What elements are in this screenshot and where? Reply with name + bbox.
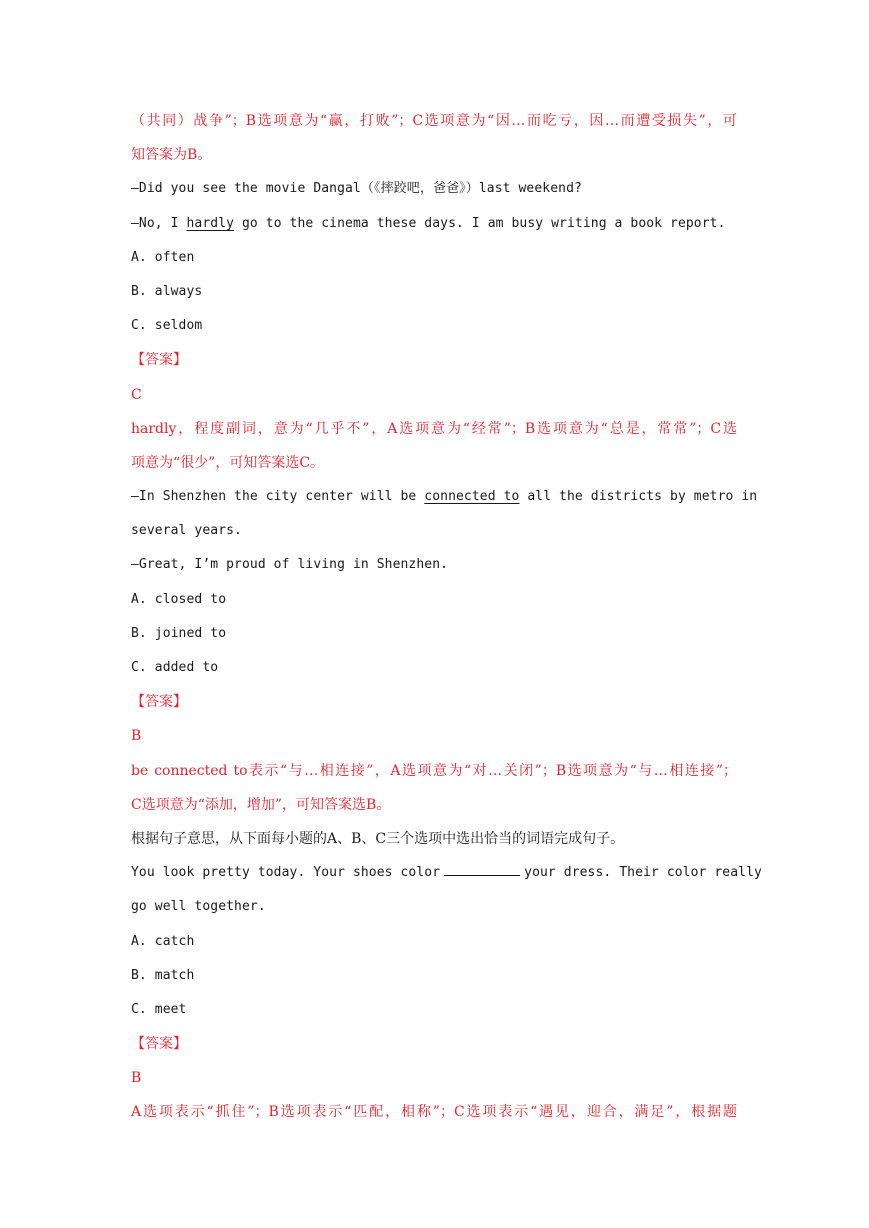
explanation-text: C选项意为“添加，增加”，可知答案选B。 — [131, 796, 391, 813]
answer-value: B — [131, 728, 142, 745]
explanation-text: hardly，程度副词，意为“几乎不”，A选项意为“经常”；B选项意为“总是，常常”；C选 — [131, 420, 737, 437]
question-text-part: your dress. Their color really — [524, 865, 762, 881]
question-text: —Great, I’m proud of living in Shenzhen. — [131, 557, 449, 573]
explanation-text: A选项表示“抓住”；B选项表示“匹配，相称”；C选项表示“遇见，迎合，满足”，根据题 — [131, 1104, 737, 1121]
section-instruction: 根据句子意思，从下面每小题的A、B、C三个选项中选出恰当的词语完成句子。 — [131, 830, 625, 847]
answer-tag: 【答案】 — [131, 694, 187, 711]
question-text-part: You look pretty today. Your shoes color — [131, 865, 441, 881]
option-b: B. always — [131, 283, 203, 299]
answer-value: C — [131, 386, 142, 403]
document-page — [131, 104, 762, 1130]
question-text: —Did you see the movie Dangal（《摔跤吧，爸爸》）last weekend? — [131, 181, 582, 197]
option-a: A. catch — [131, 933, 195, 949]
option-b: B. joined to — [131, 625, 227, 641]
question-text: go well together. — [131, 899, 266, 915]
underlined-word: hardly — [186, 215, 235, 231]
explanation-text: （共同）战争”；B选项意为“赢，打败”；C选项意为“因…而吃亏，因…而遭受损失”，可 — [131, 113, 737, 129]
answer-blank — [444, 861, 520, 876]
question-text — [131, 856, 762, 890]
question-text-part: all the districts by metro in — [519, 489, 758, 505]
option-b: B. match — [131, 967, 195, 983]
answer-tag: 【答案】 — [131, 352, 187, 369]
underlined-phrase: connected to — [424, 489, 520, 505]
answer-value: B — [131, 1070, 142, 1087]
question-text — [131, 207, 737, 241]
question-text: several years. — [131, 523, 242, 539]
question-text-part: go to the cinema these days. I am busy writing a book report. — [234, 215, 726, 231]
explanation-text: 知答案为B。 — [131, 147, 212, 164]
explanation-text: be connected to表示“与…相连接”，A选项意为“对…关闭”；B选项意为“与…相连接”； — [131, 762, 737, 779]
option-c: C. seldom — [131, 318, 203, 334]
option-c: C. meet — [131, 1001, 187, 1017]
question-text-part: —No, I — [131, 215, 187, 231]
option-a: A. often — [131, 249, 195, 265]
question-text — [131, 480, 758, 514]
explanation-text: 项意为“很少”，可知答案选C。 — [131, 454, 325, 471]
answer-tag: 【答案】 — [131, 1036, 187, 1053]
option-c: C. added to — [131, 660, 219, 675]
question-text-part: —In Shenzhen the city center will be — [131, 489, 425, 505]
option-a: A. closed to — [131, 591, 227, 607]
